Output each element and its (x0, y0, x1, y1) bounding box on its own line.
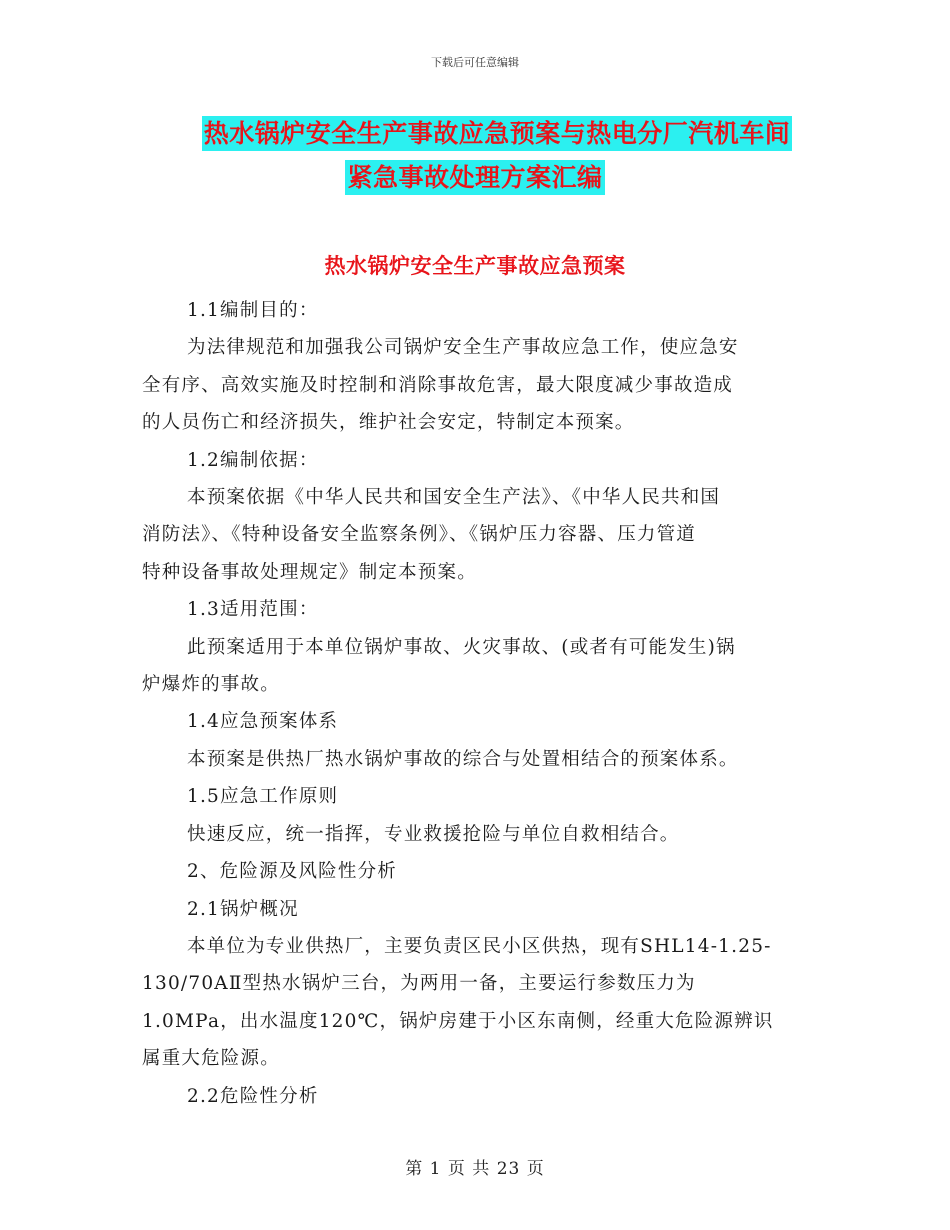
heading-1-5: 1.5应急工作原则 (187, 786, 339, 808)
document-title-line-1 (22, 114, 950, 150)
heading-2: 2、危险源及风险性分析 (187, 861, 397, 883)
heading-1-4: 1.4应急预案体系 (187, 711, 339, 733)
paragraph-line: 的人员伤亡和经济损失，维护社会安定，特制定本预案。 (142, 412, 635, 434)
section-title: 热水锅炉安全生产事故应急预案 (324, 254, 626, 278)
document-title-line-2 (0, 158, 950, 194)
heading-1-3: 1.3适用范围： (187, 599, 319, 621)
paragraph-line: 炉爆炸的事故。 (142, 674, 280, 696)
paragraph-line: 130/70AⅡ型热水锅炉三台，为两用一备，主要运行参数压力为 (142, 973, 696, 995)
heading-1-1: 1.1编制目的： (187, 300, 319, 321)
paragraph-line: 快速反应，统一指挥，专业救援抢险与单位自救相结合。 (187, 823, 680, 845)
page-footer: 第 1 页 共 23 页 (405, 1159, 545, 1179)
title-highlight-2: 紧急事故处理方案汇编 (345, 160, 604, 195)
paragraph-line: 属重大危险源。 (142, 1048, 280, 1070)
paragraph-line: 1.0MPa，出水温度120℃，锅炉房建于小区东南侧，经重大危险源辨识 (142, 1010, 774, 1032)
paragraph-line: 本预案是供热厂热水锅炉事故的综合与处置相结合的预案体系。 (187, 748, 739, 770)
paragraph-line: 全有序、高效实施及时控制和消除事故危害，最大限度减少事故造成 (142, 374, 734, 396)
paragraph-line: 消防法》、《特种设备安全监察条例》、《锅炉压力容器、压力管道 (142, 524, 697, 546)
paragraph-line: 本预案依据《中华人民共和国安全生产法》、《中华人民共和国 (187, 487, 721, 509)
page-header: 下载后可任意编辑 (431, 56, 519, 69)
paragraph-line: 特种设备事故处理规定》制定本预案。 (142, 561, 477, 583)
paragraph-line: 为法律规范和加强我公司锅炉安全生产事故应急工作，使应急安 (187, 337, 739, 359)
heading-1-2: 1.2编制依据： (187, 449, 319, 471)
paragraph-line: 本单位为专业供热厂，主要负责区民小区供热，现有SHL14-1.25- (187, 935, 772, 957)
paragraph-line: 此预案适用于本单位锅炉事故、火灾事故、(或者有可能发生)锅 (187, 636, 736, 658)
heading-2-2: 2.2危险性分析 (187, 1085, 319, 1107)
title-highlight-1: 热水锅炉安全生产事故应急预案与热电分厂汽机车间 (202, 116, 793, 151)
heading-2-1: 2.1锅炉概况 (187, 898, 299, 920)
body-text (142, 292, 812, 1115)
